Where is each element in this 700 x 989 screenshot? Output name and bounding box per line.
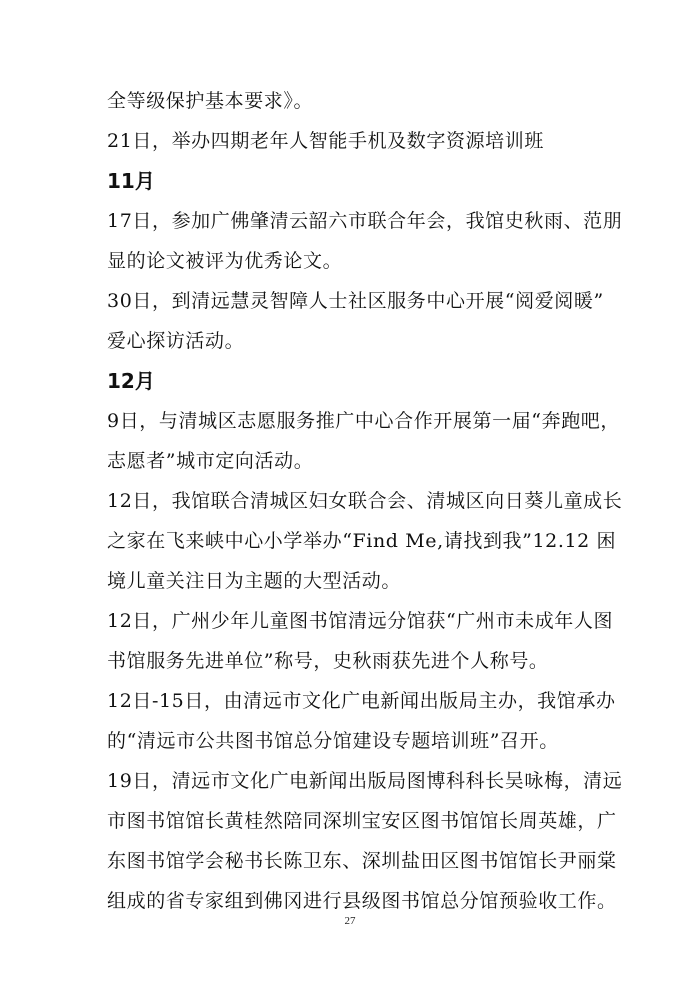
text-line: 的“清远市公共图书馆总分馆建设专题培训班”召开。 (107, 730, 559, 752)
text-line: 组成的省专家组到佛冈进行县级图书馆总分馆预验收工作。 (107, 890, 617, 912)
text-line: 境儿童关注日为主题的大型活动。 (107, 570, 402, 592)
text-line: 显的论文被评为优秀论文。 (107, 250, 343, 272)
text-line: 东图书馆学会秘书长陈卫东、深圳盐田区图书馆馆长尹丽棠 (107, 850, 617, 872)
text-line: 12日，广州少年儿童图书馆清远分馆获“广州市未成年人图 (107, 610, 614, 632)
text-line: 志愿者”城市定向活动。 (107, 450, 314, 472)
text-line: 21日，举办四期老年人智能手机及数字资源培训班 (107, 130, 544, 152)
text-line: 19日，清远市文化广电新闻出版局图博科科长吴咏梅，清远 (107, 770, 623, 792)
month-heading-december: 12月 (107, 369, 155, 393)
text-line: 9日，与清城区志愿服务推广中心合作开展第一届“奔跑吧， (107, 410, 621, 432)
text-line: 书馆服务先进单位”称号，史秋雨获先进个人称号。 (107, 650, 549, 672)
text-line: 爱心探访活动。 (107, 330, 245, 352)
text-line: 市图书馆馆长黄桂然陪同深圳宝安区图书馆馆长周英雄，广 (107, 810, 617, 832)
text-line: 之家在飞来峡中心小学举办“Find Me,请找到我”12.12 困 (107, 530, 617, 552)
text-line: 17日，参加广佛肇清云韶六市联合年会，我馆史秋雨、范朋 (107, 210, 623, 232)
text-line: 全等级保护基本要求》。 (107, 90, 314, 112)
text-line: 30日，到清远慧灵智障人士社区服务中心开展“阅爱阅暖” (107, 290, 604, 312)
month-heading-november: 11月 (107, 169, 155, 193)
text-line: 12日，我馆联合清城区妇女联合会、清城区向日葵儿童成长 (107, 490, 623, 512)
page-number: 27 (344, 915, 356, 927)
text-line: 12日-15日，由清远市文化广电新闻出版局主办，我馆承办 (107, 690, 616, 712)
